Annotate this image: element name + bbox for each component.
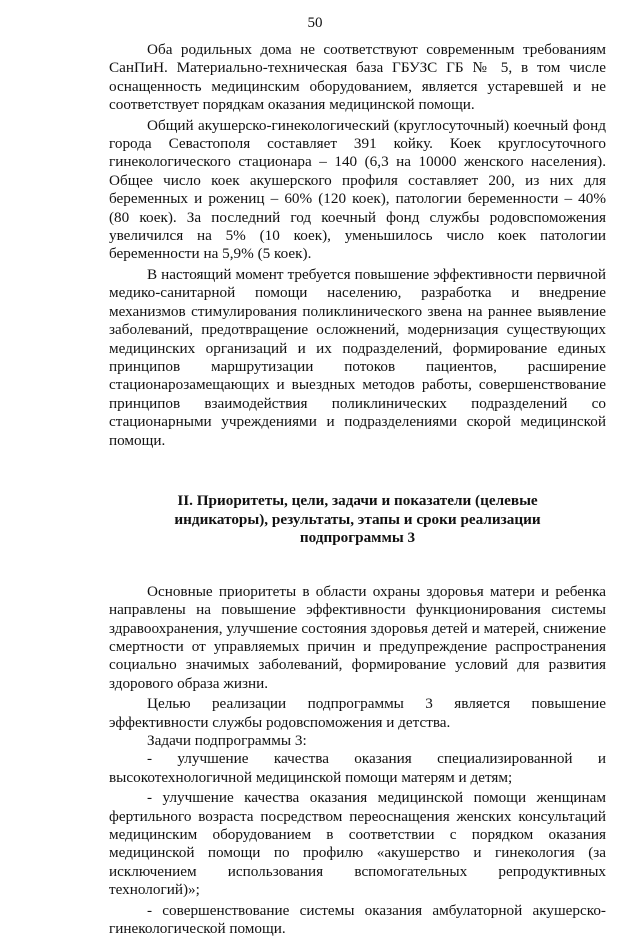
- list-item: - улучшение качества оказания медицинской помощи женщинам фертильного возраста посредством переоснащения женских консультаций медицинским оборудованием в соответствии с порядком оказания медицинской помощи по профилю «акушерство и гинекология (за исключением использования вспомогательных репродуктивных технологий)»;: [109, 789, 606, 899]
- section-heading: II. Приоритеты, цели, задачи и показатели (целевые индикаторы), результаты, этапы и сроки реализации подпрограммы 3: [174, 491, 541, 547]
- list-item: - совершенствование системы оказания амбулаторной акушерско-гинекологической помощи.: [109, 901, 606, 938]
- list-item: - улучшение качества оказания специализированной и высокотехнологичной медицинской помощи матерям и детям;: [109, 750, 606, 786]
- page-number: 50: [307, 15, 323, 31]
- paragraph-tasks-intro: Задачи подпрограммы 3:: [147, 731, 307, 749]
- paragraph-bed-fund: Общий акушерско-гинекологический (круглосуточный) коечный фонд города Севастополя составляет 391 койку. Коек круглосуточного гинекологического стационара – 140 (6,3 на 10000 женского населения). Общее число коек акушерского профиля составляет 200, из них для беременных и рожениц – 60% (120 коек), патологии беременности – 40% (80 коек). За последний год коечный фонд службы родовспоможения увеличился на 5% (10 коек), уменьшилось число коек патологии беременности на 5,9% (5 коек).: [109, 116, 606, 263]
- paragraph-goal: Целью реализации подпрограммы 3 является повышение эффективности службы родовспоможения и детства.: [109, 695, 606, 731]
- paragraph-maternity-homes: Оба родильных дома не соответствуют современным требованиям СанПиН. Материально-техническая база ГБУЗС ГБ № 5, в том числе оснащенность медицинским оборудованием, является устаревшей и не соответствует порядкам оказания медицинской помощи.: [109, 41, 606, 114]
- paragraph-priorities: Основные приоритеты в области охраны здоровья матери и ребенка направлены на повышение эффективности функционирования системы здравоохранения, улучшение состояния здоровья детей и матерей, снижение смертности от управляемых причин и предупреждение распространения социально значимых заболеваний, формирование условий для развития здорового образа жизни.: [109, 582, 606, 692]
- document-body: [109, 41, 606, 938]
- paragraph-primary-care: В настоящий момент требуется повышение эффективности первичной медико-санитарной помощи населению, разработка и внедрение механизмов стимулирования поликлинического звена на раннее выявление заболеваний, предотвращение осложнений, модернизация существующих медицинских организаций и их подразделений, формирование единых принципов маршрутизации потоков пациентов, расширение стационарозамещающих и выездных методов работы, совершенствование принципов взаимодействия поликлинических подразделений со стационарными учреждениями и подразделениями скорой медицинской помощи.: [109, 265, 606, 449]
